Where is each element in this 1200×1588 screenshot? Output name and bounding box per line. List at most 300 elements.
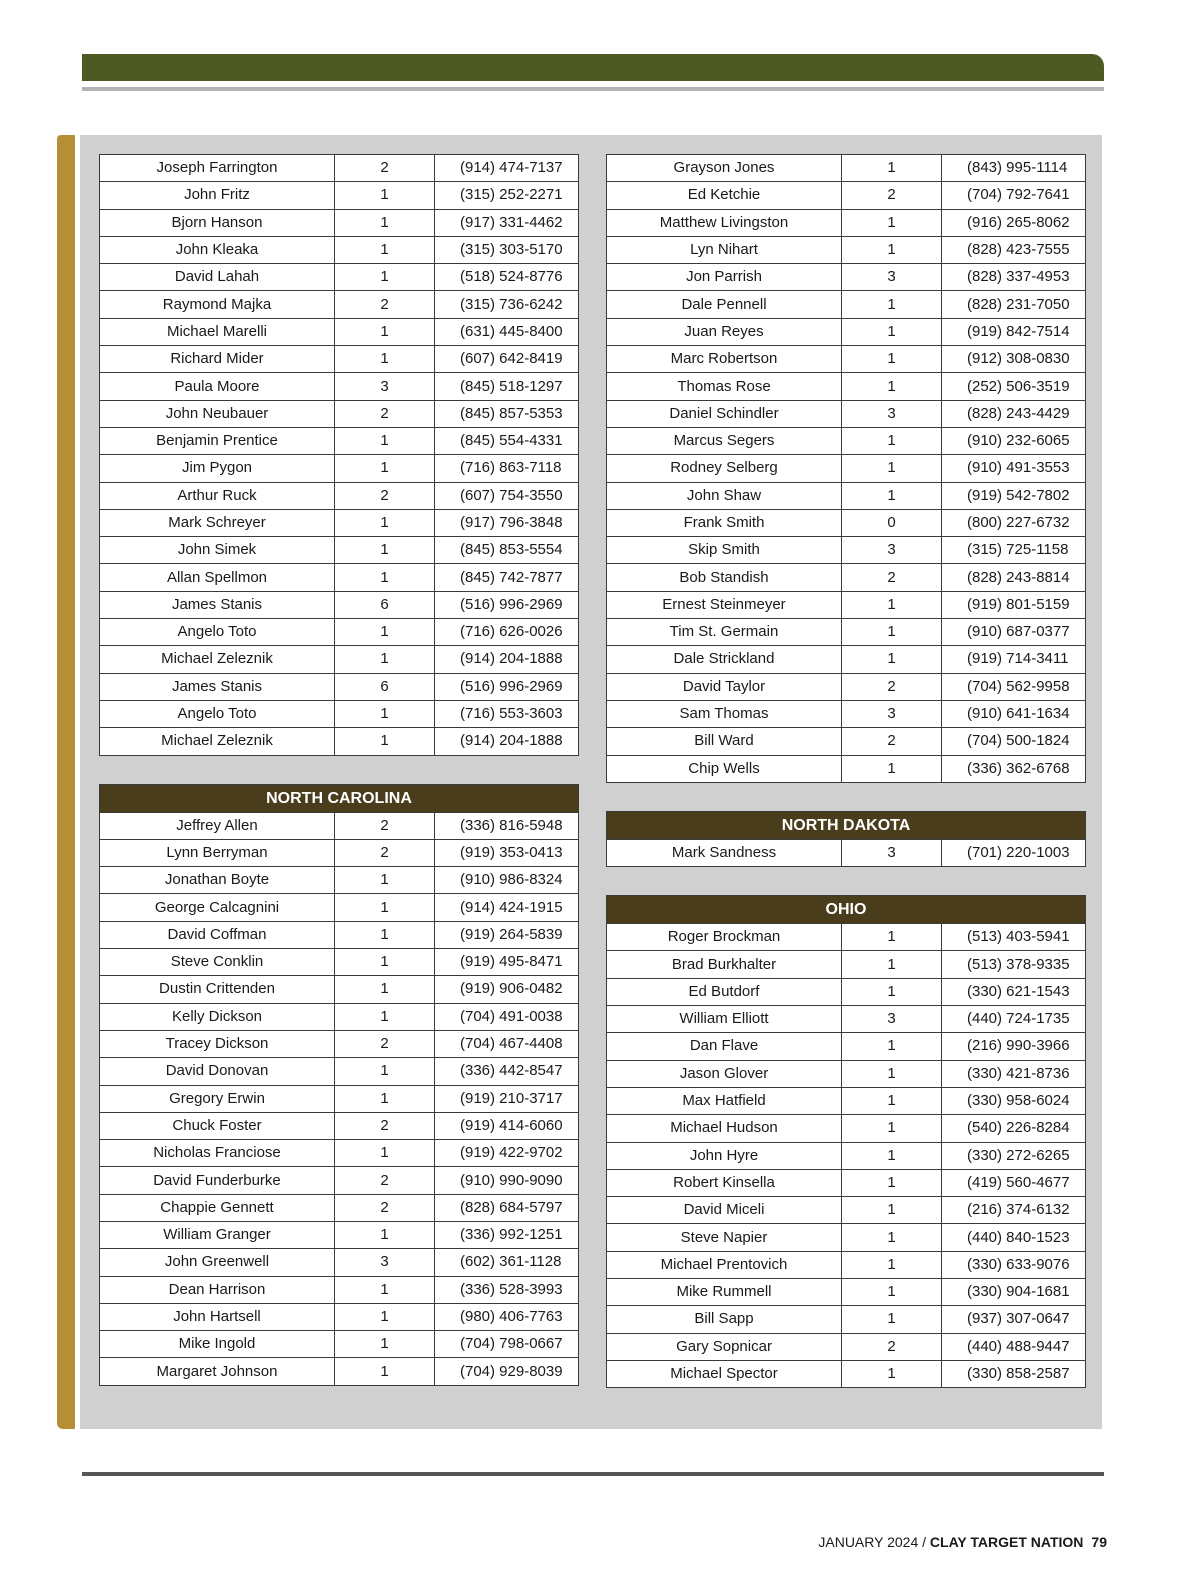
member-count: 3 xyxy=(842,1006,942,1033)
table-row xyxy=(100,537,579,564)
member-name: Jon Parrish xyxy=(607,264,842,291)
member-name: Dustin Crittenden xyxy=(100,976,335,1003)
member-name: Gary Sopnicar xyxy=(607,1333,842,1360)
member-phone: (518) 524-8776 xyxy=(435,264,579,291)
table-row xyxy=(607,978,1086,1005)
member-phone: (330) 272-6265 xyxy=(942,1142,1086,1169)
member-name: John Fritz xyxy=(100,182,335,209)
table-row xyxy=(100,155,579,182)
table-row xyxy=(100,921,579,948)
member-phone: (252) 506-3519 xyxy=(942,373,1086,400)
member-phone: (701) 220-1003 xyxy=(942,839,1086,866)
member-phone: (919) 210-3717 xyxy=(435,1085,579,1112)
member-count: 1 xyxy=(842,978,942,1005)
member-name: John Neubauer xyxy=(100,400,335,427)
table-row xyxy=(607,755,1086,782)
member-phone: (716) 626-0026 xyxy=(435,619,579,646)
member-phone: (315) 736-6242 xyxy=(435,291,579,318)
member-count: 2 xyxy=(335,812,435,839)
member-phone: (315) 303-5170 xyxy=(435,236,579,263)
member-count: 1 xyxy=(842,373,942,400)
table-row xyxy=(607,537,1086,564)
page-number: 79 xyxy=(1091,1534,1107,1550)
member-count: 3 xyxy=(842,700,942,727)
member-count: 1 xyxy=(842,1060,942,1087)
right-column xyxy=(606,154,1086,1388)
member-phone: (516) 996-2969 xyxy=(435,673,579,700)
member-count: 2 xyxy=(842,1333,942,1360)
member-name: Jeffrey Allen xyxy=(100,812,335,839)
member-name: Margaret Johnson xyxy=(100,1358,335,1385)
member-name: Angelo Toto xyxy=(100,700,335,727)
member-phone: (330) 904-1681 xyxy=(942,1278,1086,1305)
member-phone: (607) 754-3550 xyxy=(435,482,579,509)
member-name: Arthur Ruck xyxy=(100,482,335,509)
table-row xyxy=(100,949,579,976)
table-row xyxy=(100,400,579,427)
table-row xyxy=(100,264,579,291)
member-name: Daniel Schindler xyxy=(607,400,842,427)
table-row xyxy=(607,591,1086,618)
member-count: 3 xyxy=(335,373,435,400)
member-name: Marc Robertson xyxy=(607,346,842,373)
member-count: 1 xyxy=(842,482,942,509)
member-name: Bjorn Hanson xyxy=(100,209,335,236)
member-phone: (513) 403-5941 xyxy=(942,924,1086,951)
member-phone: (513) 378-9335 xyxy=(942,951,1086,978)
member-count: 1 xyxy=(335,1331,435,1358)
member-phone: (607) 642-8419 xyxy=(435,346,579,373)
member-count: 1 xyxy=(842,1360,942,1387)
table-row xyxy=(607,619,1086,646)
table-row xyxy=(100,591,579,618)
member-name: Marcus Segers xyxy=(607,427,842,454)
member-name: Frank Smith xyxy=(607,509,842,536)
table-row xyxy=(607,951,1086,978)
member-count: 1 xyxy=(842,924,942,951)
table-row xyxy=(100,1167,579,1194)
member-count: 1 xyxy=(842,455,942,482)
member-phone: (440) 488-9447 xyxy=(942,1333,1086,1360)
member-phone: (828) 337-4953 xyxy=(942,264,1086,291)
table-row xyxy=(100,812,579,839)
table-row xyxy=(100,1249,579,1276)
member-count: 1 xyxy=(842,291,942,318)
table-row xyxy=(607,1251,1086,1278)
table-row xyxy=(607,1333,1086,1360)
member-count: 1 xyxy=(842,1278,942,1305)
member-name: Michael Zeleznik xyxy=(100,728,335,755)
member-phone: (845) 554-4331 xyxy=(435,427,579,454)
member-name: Joseph Farrington xyxy=(100,155,335,182)
member-phone: (440) 840-1523 xyxy=(942,1224,1086,1251)
table-row xyxy=(100,700,579,727)
member-count: 2 xyxy=(842,728,942,755)
member-name: John Kleaka xyxy=(100,236,335,263)
member-count: 1 xyxy=(842,1197,942,1224)
table-row xyxy=(100,373,579,400)
member-count: 1 xyxy=(842,619,942,646)
member-name: Chip Wells xyxy=(607,755,842,782)
member-count: 1 xyxy=(842,236,942,263)
member-count: 1 xyxy=(842,1306,942,1333)
member-name: Rodney Selberg xyxy=(607,455,842,482)
table-row xyxy=(607,673,1086,700)
member-phone: (216) 374-6132 xyxy=(942,1197,1086,1224)
table-row xyxy=(100,236,579,263)
member-count: 3 xyxy=(842,264,942,291)
member-count: 1 xyxy=(335,949,435,976)
state-header-north-carolina: NORTH CAROLINA xyxy=(99,784,579,812)
member-name: James Stanis xyxy=(100,673,335,700)
member-count: 1 xyxy=(335,455,435,482)
member-phone: (631) 445-8400 xyxy=(435,318,579,345)
member-phone: (516) 996-2969 xyxy=(435,591,579,618)
table-row xyxy=(100,839,579,866)
member-phone: (704) 792-7641 xyxy=(942,182,1086,209)
member-phone: (910) 232-6065 xyxy=(942,427,1086,454)
member-phone: (704) 929-8039 xyxy=(435,1358,579,1385)
member-name: Mark Sandness xyxy=(607,839,842,866)
side-accent-bar xyxy=(57,135,75,1429)
member-phone: (910) 687-0377 xyxy=(942,619,1086,646)
member-phone: (914) 204-1888 xyxy=(435,728,579,755)
member-count: 1 xyxy=(842,646,942,673)
member-name: Richard Mider xyxy=(100,346,335,373)
member-name: George Calcagnini xyxy=(100,894,335,921)
table-row xyxy=(100,646,579,673)
member-phone: (800) 227-6732 xyxy=(942,509,1086,536)
member-name: Tracey Dickson xyxy=(100,1030,335,1057)
member-count: 1 xyxy=(335,509,435,536)
table-row xyxy=(100,1194,579,1221)
member-phone: (336) 442-8547 xyxy=(435,1058,579,1085)
member-name: John Shaw xyxy=(607,482,842,509)
table-row xyxy=(100,318,579,345)
table-row xyxy=(100,894,579,921)
member-phone: (910) 986-8324 xyxy=(435,867,579,894)
member-phone: (216) 990-3966 xyxy=(942,1033,1086,1060)
table-row xyxy=(607,1142,1086,1169)
member-phone: (828) 243-4429 xyxy=(942,400,1086,427)
table-row xyxy=(607,1306,1086,1333)
member-name: Max Hatfield xyxy=(607,1087,842,1114)
table-row xyxy=(607,318,1086,345)
member-name: Gregory Erwin xyxy=(100,1085,335,1112)
member-name: David Coffman xyxy=(100,921,335,948)
member-count: 6 xyxy=(335,673,435,700)
table-row xyxy=(607,264,1086,291)
table-row xyxy=(100,1303,579,1330)
page-footer xyxy=(818,1534,1107,1550)
table-row xyxy=(100,182,579,209)
table-row xyxy=(100,1085,579,1112)
member-count: 1 xyxy=(335,427,435,454)
table-row xyxy=(100,1058,579,1085)
north-carolina-continued-table xyxy=(606,154,1086,783)
member-phone: (828) 423-7555 xyxy=(942,236,1086,263)
table-row xyxy=(607,646,1086,673)
member-count: 3 xyxy=(842,839,942,866)
footer-separator: / xyxy=(918,1534,930,1550)
member-phone: (914) 424-1915 xyxy=(435,894,579,921)
member-name: Ernest Steinmeyer xyxy=(607,591,842,618)
member-name: David Taylor xyxy=(607,673,842,700)
member-name: John Hartsell xyxy=(100,1303,335,1330)
member-count: 2 xyxy=(842,673,942,700)
member-phone: (914) 474-7137 xyxy=(435,155,579,182)
member-phone: (336) 992-1251 xyxy=(435,1221,579,1248)
member-count: 2 xyxy=(335,1112,435,1139)
table-row xyxy=(607,182,1086,209)
state-header-ohio: OHIO xyxy=(606,895,1086,923)
member-count: 1 xyxy=(842,591,942,618)
member-phone: (704) 491-0038 xyxy=(435,1003,579,1030)
member-name: Paula Moore xyxy=(100,373,335,400)
member-name: Skip Smith xyxy=(607,537,842,564)
member-name: Angelo Toto xyxy=(100,619,335,646)
member-count: 1 xyxy=(335,564,435,591)
member-count: 1 xyxy=(335,1085,435,1112)
member-count: 2 xyxy=(335,839,435,866)
table-row xyxy=(100,728,579,755)
table-row xyxy=(607,728,1086,755)
table-row xyxy=(100,1276,579,1303)
table-row xyxy=(607,482,1086,509)
table-row xyxy=(100,291,579,318)
north-dakota-table xyxy=(606,839,1086,867)
member-name: Nicholas Franciose xyxy=(100,1140,335,1167)
member-phone: (336) 816-5948 xyxy=(435,812,579,839)
member-count: 1 xyxy=(335,264,435,291)
ohio-table xyxy=(606,923,1086,1388)
member-phone: (336) 528-3993 xyxy=(435,1276,579,1303)
member-name: Kelly Dickson xyxy=(100,1003,335,1030)
member-name: Bill Ward xyxy=(607,728,842,755)
member-phone: (540) 226-8284 xyxy=(942,1115,1086,1142)
member-name: Benjamin Prentice xyxy=(100,427,335,454)
member-name: David Funderburke xyxy=(100,1167,335,1194)
table-row xyxy=(100,482,579,509)
table-row xyxy=(607,346,1086,373)
table-row xyxy=(607,509,1086,536)
member-phone: (704) 798-0667 xyxy=(435,1331,579,1358)
table-row xyxy=(607,564,1086,591)
member-phone: (602) 361-1128 xyxy=(435,1249,579,1276)
member-count: 1 xyxy=(335,619,435,646)
member-count: 1 xyxy=(335,867,435,894)
member-phone: (330) 633-9076 xyxy=(942,1251,1086,1278)
member-count: 1 xyxy=(335,1058,435,1085)
member-name: James Stanis xyxy=(100,591,335,618)
member-phone: (845) 857-5353 xyxy=(435,400,579,427)
member-phone: (910) 491-3553 xyxy=(942,455,1086,482)
member-count: 2 xyxy=(335,400,435,427)
table-row xyxy=(100,346,579,373)
member-phone: (828) 231-7050 xyxy=(942,291,1086,318)
table-row xyxy=(607,1224,1086,1251)
member-count: 1 xyxy=(335,894,435,921)
member-count: 1 xyxy=(842,1224,942,1251)
table-row xyxy=(607,1006,1086,1033)
table-row xyxy=(607,209,1086,236)
member-count: 1 xyxy=(842,209,942,236)
member-count: 1 xyxy=(335,182,435,209)
member-count: 1 xyxy=(842,951,942,978)
table-row xyxy=(607,700,1086,727)
member-phone: (704) 562-9958 xyxy=(942,673,1086,700)
table-row xyxy=(100,1140,579,1167)
member-count: 1 xyxy=(842,1142,942,1169)
member-count: 1 xyxy=(335,1221,435,1248)
member-phone: (716) 863-7118 xyxy=(435,455,579,482)
member-count: 2 xyxy=(842,564,942,591)
member-phone: (916) 265-8062 xyxy=(942,209,1086,236)
member-name: Mike Ingold xyxy=(100,1331,335,1358)
member-phone: (919) 714-3411 xyxy=(942,646,1086,673)
member-phone: (917) 331-4462 xyxy=(435,209,579,236)
footer-rule xyxy=(82,1472,1104,1476)
member-count: 2 xyxy=(842,182,942,209)
member-name: Mark Schreyer xyxy=(100,509,335,536)
member-phone: (980) 406-7763 xyxy=(435,1303,579,1330)
table-row xyxy=(607,1278,1086,1305)
member-name: David Lahah xyxy=(100,264,335,291)
table-row xyxy=(100,1221,579,1248)
table-row xyxy=(100,867,579,894)
member-count: 2 xyxy=(335,1194,435,1221)
table-row xyxy=(100,619,579,646)
member-name: Dean Harrison xyxy=(100,1276,335,1303)
member-count: 1 xyxy=(842,755,942,782)
table-row xyxy=(100,976,579,1003)
member-name: Michael Zeleznik xyxy=(100,646,335,673)
member-phone: (330) 958-6024 xyxy=(942,1087,1086,1114)
table-row xyxy=(607,1360,1086,1387)
member-name: Mike Rummell xyxy=(607,1278,842,1305)
member-name: Dale Strickland xyxy=(607,646,842,673)
roster-panel xyxy=(80,135,1102,1429)
member-name: Michael Hudson xyxy=(607,1115,842,1142)
table-row xyxy=(100,673,579,700)
member-phone: (330) 421-8736 xyxy=(942,1060,1086,1087)
member-count: 0 xyxy=(842,509,942,536)
member-count: 1 xyxy=(335,646,435,673)
member-phone: (828) 243-8814 xyxy=(942,564,1086,591)
member-name: Michael Spector xyxy=(607,1360,842,1387)
member-name: Jim Pygon xyxy=(100,455,335,482)
member-phone: (845) 853-5554 xyxy=(435,537,579,564)
member-count: 1 xyxy=(335,537,435,564)
member-name: Michael Marelli xyxy=(100,318,335,345)
member-count: 1 xyxy=(335,1003,435,1030)
member-phone: (919) 495-8471 xyxy=(435,949,579,976)
member-count: 1 xyxy=(842,1169,942,1196)
footer-magazine-name: CLAY TARGET NATION xyxy=(929,1534,1084,1550)
member-name: Ed Ketchie xyxy=(607,182,842,209)
table-row xyxy=(100,209,579,236)
member-phone: (919) 264-5839 xyxy=(435,921,579,948)
footer-date: JANUARY 2024 xyxy=(818,1534,919,1550)
table-row xyxy=(607,1087,1086,1114)
member-name: Steve Napier xyxy=(607,1224,842,1251)
member-name: Robert Kinsella xyxy=(607,1169,842,1196)
member-name: Brad Burkhalter xyxy=(607,951,842,978)
member-phone: (937) 307-0647 xyxy=(942,1306,1086,1333)
member-name: Dale Pennell xyxy=(607,291,842,318)
table-row xyxy=(100,1003,579,1030)
member-name: Chuck Foster xyxy=(100,1112,335,1139)
member-phone: (315) 252-2271 xyxy=(435,182,579,209)
header-rule xyxy=(82,87,1104,91)
member-name: Ed Butdorf xyxy=(607,978,842,1005)
member-name: John Simek xyxy=(100,537,335,564)
member-phone: (336) 362-6768 xyxy=(942,755,1086,782)
member-phone: (843) 995-1114 xyxy=(942,155,1086,182)
member-count: 2 xyxy=(335,1167,435,1194)
table-row xyxy=(607,373,1086,400)
member-count: 1 xyxy=(335,1358,435,1385)
member-phone: (919) 414-6060 xyxy=(435,1112,579,1139)
member-phone: (845) 742-7877 xyxy=(435,564,579,591)
member-count: 1 xyxy=(335,236,435,263)
table-row xyxy=(100,509,579,536)
table-row xyxy=(607,236,1086,263)
table-row xyxy=(607,155,1086,182)
state-header-north-dakota: NORTH DAKOTA xyxy=(606,811,1086,839)
member-phone: (919) 842-7514 xyxy=(942,318,1086,345)
member-count: 1 xyxy=(842,155,942,182)
table-row xyxy=(607,455,1086,482)
member-phone: (910) 990-9090 xyxy=(435,1167,579,1194)
header-bar xyxy=(82,54,1104,81)
member-count: 1 xyxy=(842,1087,942,1114)
member-count: 2 xyxy=(335,482,435,509)
member-name: Bob Standish xyxy=(607,564,842,591)
member-name: Dan Flave xyxy=(607,1033,842,1060)
member-count: 1 xyxy=(842,346,942,373)
table-row xyxy=(607,1169,1086,1196)
member-name: William Granger xyxy=(100,1221,335,1248)
member-count: 1 xyxy=(335,976,435,1003)
member-phone: (919) 422-9702 xyxy=(435,1140,579,1167)
member-phone: (919) 353-0413 xyxy=(435,839,579,866)
member-phone: (716) 553-3603 xyxy=(435,700,579,727)
member-count: 3 xyxy=(842,400,942,427)
member-phone: (912) 308-0830 xyxy=(942,346,1086,373)
member-name: Lyn Nihart xyxy=(607,236,842,263)
member-name: John Hyre xyxy=(607,1142,842,1169)
member-phone: (845) 518-1297 xyxy=(435,373,579,400)
member-count: 1 xyxy=(335,700,435,727)
table-row xyxy=(607,427,1086,454)
member-name: Roger Brockman xyxy=(607,924,842,951)
member-name: Juan Reyes xyxy=(607,318,842,345)
member-count: 1 xyxy=(335,209,435,236)
member-phone: (910) 641-1634 xyxy=(942,700,1086,727)
member-name: Bill Sapp xyxy=(607,1306,842,1333)
table-row xyxy=(100,564,579,591)
table-row xyxy=(100,1358,579,1385)
member-name: Grayson Jones xyxy=(607,155,842,182)
member-name: Steve Conklin xyxy=(100,949,335,976)
member-name: Allan Spellmon xyxy=(100,564,335,591)
table-row xyxy=(607,400,1086,427)
member-name: William Elliott xyxy=(607,1006,842,1033)
member-phone: (919) 906-0482 xyxy=(435,976,579,1003)
member-name: David Donovan xyxy=(100,1058,335,1085)
member-count: 1 xyxy=(335,728,435,755)
